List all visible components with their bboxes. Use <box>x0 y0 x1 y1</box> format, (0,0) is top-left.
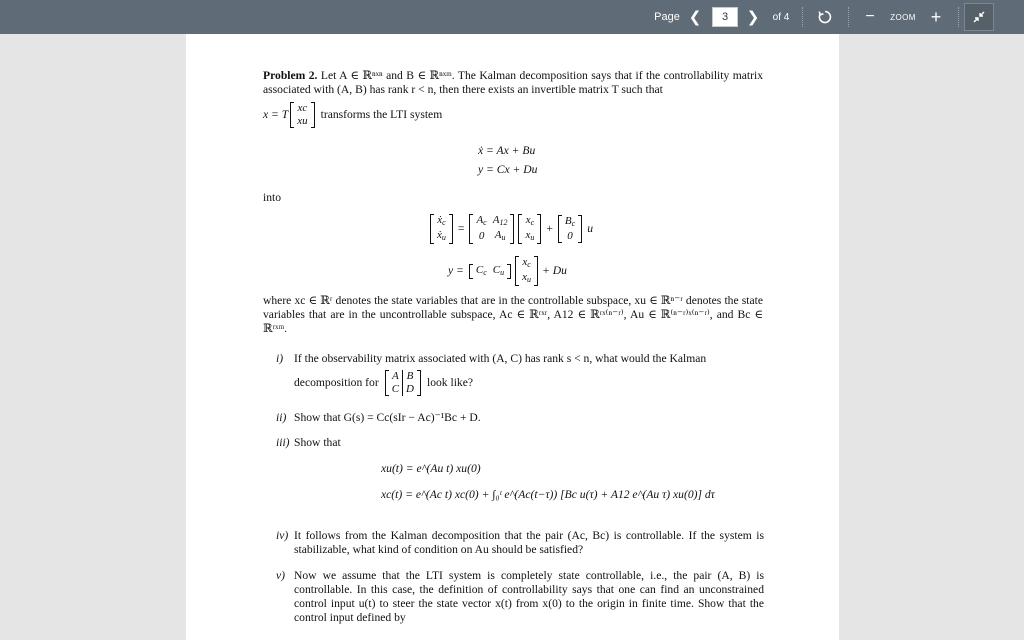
fit-page-button[interactable] <box>964 3 994 31</box>
input-u: u <box>587 221 593 235</box>
previous-page-button[interactable]: ❮ <box>688 9 702 26</box>
collapse-arrows-icon <box>972 10 986 24</box>
item-i-text-a: decomposition for <box>294 375 379 389</box>
item-i-text-b: look like? <box>426 375 474 389</box>
xc-solution-equation: xc(t) = e^(Ac t) xc(0) + ∫₀ᵗ e^(Ac(t−τ)) [Bc u(τ) + A12 e^(Au τ) xu(0)] dτ <box>381 488 715 501</box>
y-equals: y = <box>448 263 464 277</box>
output-equation: y = Cx + Du <box>478 163 538 176</box>
into-label: into <box>263 191 282 204</box>
rotate-button[interactable] <box>814 0 836 34</box>
item-v-text: Now we assume that the LTI system is completely state controllable, i.e., the pair (A, B) is controllable. In this case, the definition of controllability says that one can find an unconstrained control input u(t) to steer the state vector x(t) from x(0) to the origin in finite time. Show that the control input defined by <box>294 569 764 625</box>
problem-intro <box>263 69 763 97</box>
item-number: ii) <box>276 411 287 424</box>
x-equals-t: x = T <box>263 107 289 121</box>
toolbar-divider <box>958 7 960 27</box>
item-iv-text: It follows from the Kalman decomposition that the pair (Ac, Bc) is controllable. If the system is stabilizable, what kind of condition on Au should be satisfied? <box>294 529 764 557</box>
item-number: i) <box>276 352 284 365</box>
item-i-line-2: decomposition for A B C D look like? <box>294 370 474 395</box>
item-number: v) <box>276 569 286 582</box>
vector-xc: xc <box>297 102 308 114</box>
next-page-button[interactable]: ❯ <box>746 9 760 26</box>
document-page <box>186 34 839 640</box>
zoom-in-button[interactable]: + <box>930 6 942 27</box>
zoom-out-button[interactable]: − <box>865 8 875 25</box>
state-equation: ẋ = Ax + Bu <box>478 144 536 157</box>
zoom-label: ZOOM <box>890 12 916 22</box>
where-paragraph: where xc ∈ ℝʳ denotes the state variables that are in the controllable subspace, xu ∈ ℝⁿ⁻ʳ denotes the state variables that are in the uncontrollable subspace, Ac ∈ ℝʳˣʳ, A12 ∈ ℝʳˣ⁽ⁿ⁻ʳ⁾, Au ∈ ℝ⁽ⁿ⁻ʳ⁾ˣ⁽ⁿ⁻ʳ⁾, and Bc ∈ ℝʳˣᵐ. <box>263 294 763 336</box>
rotate-icon <box>817 9 833 25</box>
decomposed-output-equation: y = $C_c$ $C_u$ $x_c$ $x_u$ + Du <box>448 256 567 284</box>
item-i-line-1: If the observability matrix associated with (A, C) has rank s < n, what would the Kalman <box>294 352 707 365</box>
transforms-text: transforms the LTI system <box>320 107 443 121</box>
toolbar-divider <box>802 7 804 27</box>
transform-line <box>263 102 442 128</box>
problem-heading: Problem 2. <box>263 69 318 82</box>
state-vector <box>290 102 314 128</box>
item-number: iii) <box>276 436 290 449</box>
item-ii-text: Show that G(s) = Cc(sIr − Ac)⁻¹Bc + D. <box>294 411 481 424</box>
intro-text: Let A ∈ ℝⁿˣⁿ and B ∈ ℝⁿˣᵐ. The Kalman decomposition says that if the controllability matrix associated with (A, B) has rank r < n, then there exists an invertible matrix T such that <box>263 69 763 97</box>
pdf-toolbar <box>0 0 1024 34</box>
page-label: Page <box>654 11 680 23</box>
item-iii-text: Show that <box>294 436 341 449</box>
xu-solution-equation: xu(t) = e^(Au t) xu(0) <box>381 462 481 475</box>
toolbar-divider <box>848 7 850 27</box>
page-count-label: of 4 <box>772 11 790 23</box>
page-number-input[interactable] <box>712 7 738 27</box>
item-number: iv) <box>276 529 289 542</box>
plus-du: + Du <box>542 263 567 277</box>
decomposed-state-equation: ẋ$_c$ ẋ$_u$ = $A_c$ $A_{12}$ 0 $A_u$ $x_c$ $x_u$ + $B_c$ 0 u <box>428 214 593 244</box>
vector-xu: xu <box>297 115 308 127</box>
